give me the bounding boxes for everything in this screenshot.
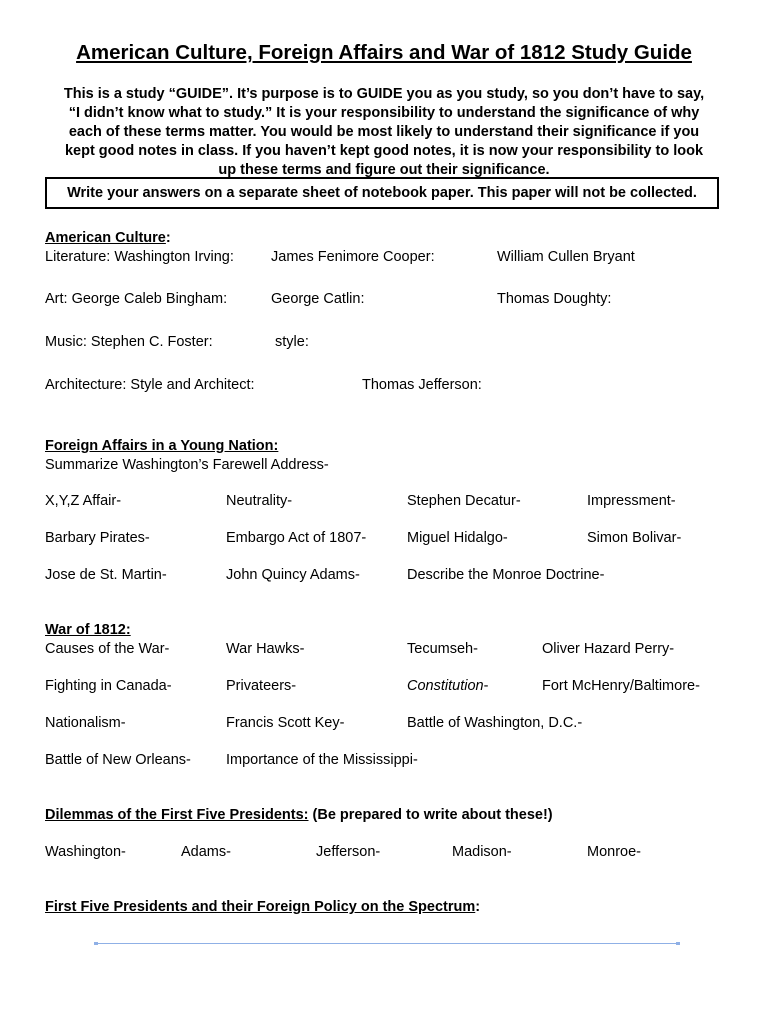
spectrum-heading-suffix: : bbox=[475, 899, 481, 915]
intro-line: “I didn’t know what to study.” It is your responsibility to understand the significance of why bbox=[68, 105, 700, 121]
war-heading bbox=[45, 622, 131, 638]
intro-line: each of these terms matter. You would be most likely to understand their significance if you bbox=[68, 124, 700, 140]
culture-term: William Cullen Bryant bbox=[497, 249, 635, 265]
foreign-term: Neutrality- bbox=[226, 493, 293, 509]
war-term: Fighting in Canada- bbox=[45, 678, 172, 694]
intro-line: This is a study “GUIDE”. It’s purpose is to GUIDE you as you study, so you don’t have to say, bbox=[63, 86, 705, 102]
culture-term: Music: Stephen C. Foster: bbox=[45, 334, 213, 350]
president-term: Adams- bbox=[181, 844, 231, 860]
president-term: Madison- bbox=[452, 844, 512, 860]
president-term: Monroe- bbox=[587, 844, 641, 860]
foreign-term: Impressment- bbox=[587, 493, 676, 509]
foreign-term: Stephen Decatur- bbox=[407, 493, 521, 509]
war-term: Privateers- bbox=[226, 678, 297, 694]
war-heading-text: War of 1812: bbox=[45, 622, 131, 638]
foreign-term: Jose de St. Martin- bbox=[45, 567, 167, 583]
culture-heading-suffix: : bbox=[165, 230, 171, 246]
dilemmas-heading-text: Dilemmas of the First Five Presidents: bbox=[45, 807, 309, 823]
war-term-constitution-suffix: - bbox=[483, 678, 489, 694]
war-term: Nationalism- bbox=[45, 715, 126, 731]
culture-term: Thomas Doughty: bbox=[497, 291, 612, 307]
culture-term: style: bbox=[275, 334, 309, 350]
foreign-term: Miguel Hidalgo- bbox=[407, 530, 508, 546]
foreign-term: Embargo Act of 1807- bbox=[226, 530, 367, 546]
culture-term: Thomas Jefferson: bbox=[362, 377, 482, 393]
spectrum-line bbox=[94, 943, 680, 944]
war-term: Importance of the Mississippi- bbox=[226, 752, 418, 768]
war-term: Francis Scott Key- bbox=[226, 715, 345, 731]
page-title: American Culture, Foreign Affairs and War of 1812 Study Guide bbox=[76, 41, 692, 64]
foreign-term: Describe the Monroe Doctrine- bbox=[407, 567, 605, 583]
culture-heading-text: American Culture bbox=[45, 230, 166, 246]
foreign-term: X,Y,Z Affair- bbox=[45, 493, 122, 509]
culture-term: George Catlin: bbox=[271, 291, 365, 307]
war-term: Fort McHenry/Baltimore- bbox=[542, 678, 700, 694]
war-term: Oliver Hazard Perry- bbox=[542, 641, 675, 657]
president-term: Jefferson- bbox=[316, 844, 381, 860]
culture-term: James Fenimore Cooper: bbox=[271, 249, 435, 265]
culture-term: Architecture: Style and Architect: bbox=[45, 377, 255, 393]
war-term bbox=[407, 678, 488, 695]
spectrum-heading-text: First Five Presidents and their Foreign Policy on the Spectrum bbox=[45, 899, 476, 915]
foreign-term: Barbary Pirates- bbox=[45, 530, 150, 546]
culture-term: Literature: Washington Irving: bbox=[45, 249, 234, 265]
war-term: Battle of Washington, D.C.- bbox=[407, 715, 583, 731]
war-term: War Hawks- bbox=[226, 641, 305, 657]
foreign-heading-text: Foreign Affairs in a Young Nation: bbox=[45, 438, 279, 454]
war-term: Tecumseh- bbox=[407, 641, 478, 657]
spectrum-heading bbox=[45, 899, 480, 915]
intro-line: up these terms and figure out their significance. bbox=[218, 162, 550, 178]
intro-paragraph bbox=[40, 85, 728, 180]
foreign-term: John Quincy Adams- bbox=[226, 567, 360, 583]
foreign-term: Simon Bolivar- bbox=[587, 530, 682, 546]
culture-term: Art: George Caleb Bingham: bbox=[45, 291, 228, 307]
president-term: Washington- bbox=[45, 844, 126, 860]
war-term: Causes of the War- bbox=[45, 641, 170, 657]
dilemmas-heading-suffix: (Be prepared to write about these!) bbox=[308, 807, 553, 823]
culture-heading bbox=[45, 230, 171, 246]
notice-box: Write your answers on a separate sheet of notebook paper. This paper will not be collected. bbox=[45, 177, 719, 209]
foreign-heading bbox=[45, 438, 278, 454]
intro-line: kept good notes in class. If you haven’t kept good notes, it is now your responsibility to look bbox=[64, 143, 704, 159]
foreign-summary: Summarize Washington’s Farewell Address- bbox=[45, 457, 329, 473]
dilemmas-heading bbox=[45, 807, 553, 823]
war-term-constitution: Constitution bbox=[407, 678, 484, 694]
war-term: Battle of New Orleans- bbox=[45, 752, 191, 768]
